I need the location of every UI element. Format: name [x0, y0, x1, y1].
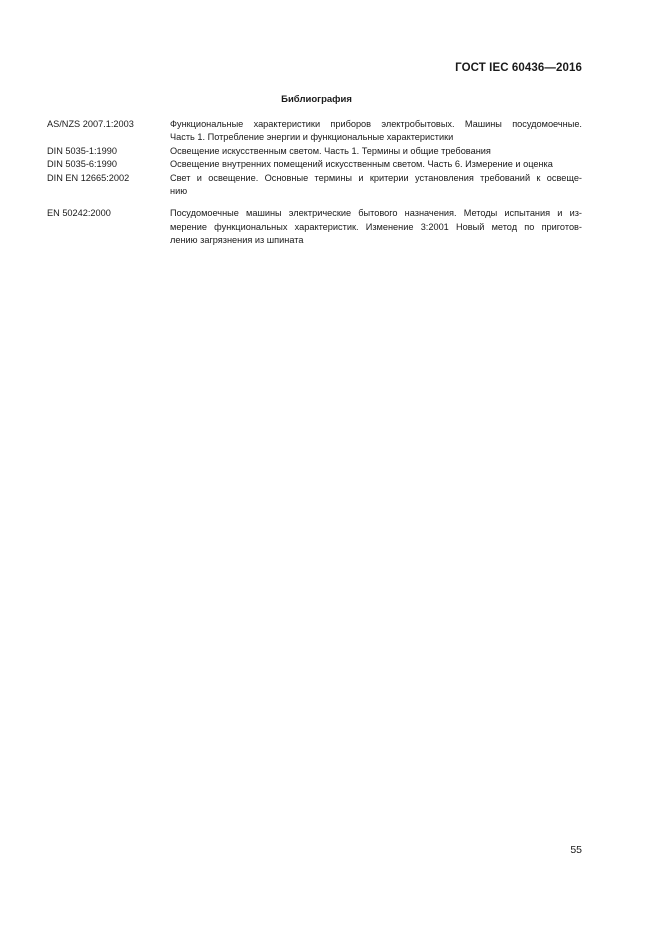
entry-description-line: мерение функциональных характеристик. Изменение 3:2001 Новый метод по приготов- [170, 221, 582, 232]
entry-description [170, 158, 582, 171]
entry-description-line: Часть 1. Потребление энергии и функциональные характеристики [170, 132, 454, 143]
entry-description-line: Посудомоечные машины электрические бытового назначения. Методы испытания и из- [170, 208, 582, 219]
entry-description-line: Освещение искусственным светом. Часть 1. Термины и общие требования [170, 145, 491, 156]
entry-code: EN 50242:2000 [47, 208, 111, 219]
entry-code: AS/NZS 2007.1:2003 [47, 119, 134, 129]
bibliography-list [47, 118, 582, 248]
entry-description [170, 118, 582, 145]
bibliography-entry [47, 118, 582, 145]
entry-description-line: нию [170, 186, 188, 197]
section-title: Библиография [281, 94, 352, 105]
entry-code: DIN 5035-6:1990 [47, 159, 117, 170]
entry-description [170, 207, 582, 247]
page-number: 55 [570, 844, 582, 856]
entry-description-line: лению загрязнения из шпината [170, 235, 304, 246]
entry-code: DIN EN 12665:2002 [47, 172, 130, 183]
entry-description-line: Свет и освещение. Основные термины и критерии установления требований к освеще- [170, 172, 582, 183]
entry-description-line: Функциональные характеристики приборов электробытовых. Машины посудомоечные. [170, 119, 582, 129]
bibliography-entry [47, 207, 582, 247]
document-code: ГОСТ IEC 60436—2016 [455, 62, 582, 74]
entry-code: DIN 5035-1:1990 [47, 145, 117, 156]
bibliography-entry [47, 158, 582, 171]
entry-description-line: Освещение внутренних помещений искусственным светом. Часть 6. Измерение и оценка [170, 159, 553, 170]
bibliography-entry [47, 145, 582, 158]
entry-description [170, 145, 582, 158]
entry-description [170, 172, 582, 199]
bibliography-entry [47, 172, 582, 199]
